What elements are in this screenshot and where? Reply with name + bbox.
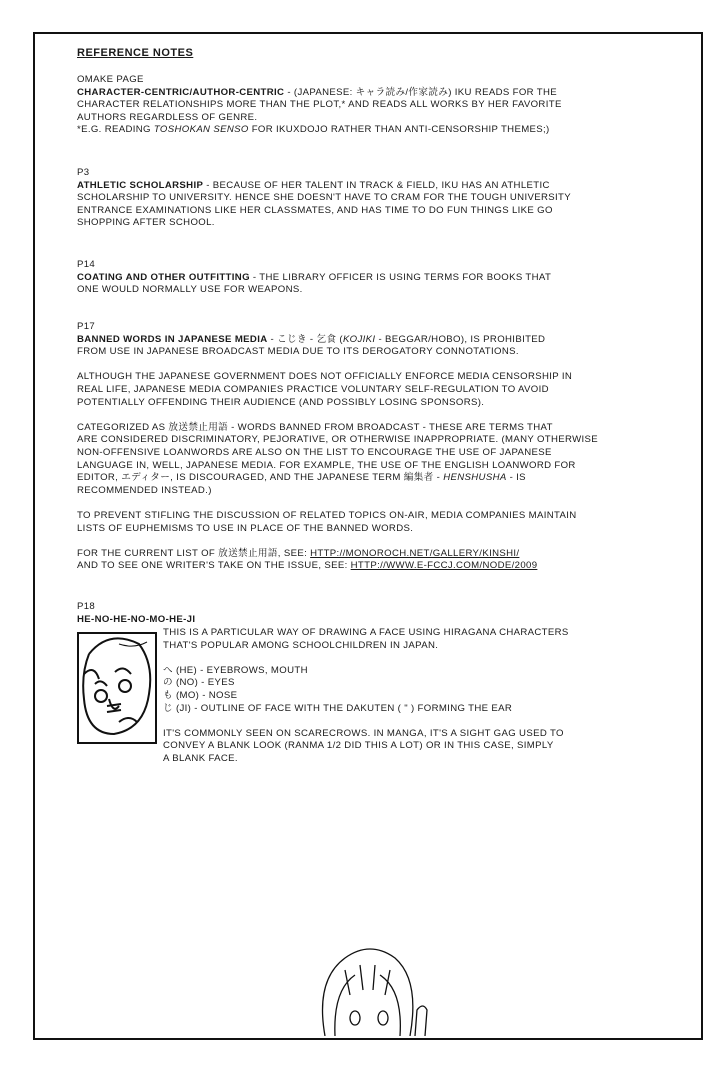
note-text: - (JAPANESE: キャラ読み/作家読み) IKU READS FOR THE	[284, 86, 558, 98]
note-p3	[77, 167, 571, 230]
note-text: SCHOLARSHIP TO UNIVERSITY. HENCE SHE DOESN'T HAVE TO CRAM FOR THE TOUGH UNIVERSITY	[77, 192, 571, 204]
footnote: *E.G. READING	[77, 124, 154, 136]
term-romaji: KOJIKI	[342, 333, 376, 345]
note-text: LANGUAGE IN, WELL, JAPANESE MEDIA. FOR EXAMPLE, THE USE OF THE ENGLISH LOANWORD FOR	[77, 459, 576, 471]
note-text: - IS	[506, 472, 526, 484]
footnote-title: TOSHOKAN SENSO	[153, 124, 249, 136]
note-p14	[77, 259, 551, 297]
fccj-link[interactable]: HTTP://WWW.E-FCCJ.COM/NODE/2009	[350, 560, 538, 572]
note-text: FOR THE CURRENT LIST OF 放送禁止用語, SEE:	[77, 547, 311, 559]
note-text: POTENTIALLY OFFENDING THEIR AUDIENCE (AND POSSIBLY LOSING SPONSORS).	[77, 396, 485, 408]
note-text: - THE LIBRARY OFFICER IS USING TERMS FOR BOOKS THAT	[249, 271, 552, 283]
list-item: も (MO) - NOSE	[163, 689, 238, 701]
note-text: - BECAUSE OF HER TALENT IN TRACK & FIELD, IKU HAS AN ATHLETIC	[203, 179, 550, 191]
note-text: ENTRANCE EXAMINATIONS LIKE HER CLASSMATES, AND HAS TIME TO DO FUN THINGS LIKE GO	[77, 204, 553, 216]
note-text: ARE CONSIDERED DISCRIMINATORY, PEJORATIVE, OR OTHERWISE INAPPROPRIATE. (MANY OTHERWISE	[77, 434, 599, 446]
note-text: - こじき - 乞食 (	[267, 333, 343, 345]
footnote: FOR IKUXDOJO RATHER THAN ANTI-CENSORSHIP THEMES;)	[248, 124, 550, 136]
note-text: LISTS OF EUPHEMISMS TO USE IN PLACE OF THE BANNED WORDS.	[77, 522, 414, 534]
note-text: AND TO SEE ONE WRITER'S TAKE ON THE ISSUE, SEE:	[77, 560, 351, 572]
note-term: BANNED WORDS IN JAPANESE MEDIA	[77, 333, 268, 345]
list-item: の (NO) - EYES	[163, 677, 235, 689]
note-text: ALTHOUGH THE JAPANESE GOVERNMENT DOES NOT OFFICIALLY ENFORCE MEDIA CENSORSHIP IN	[77, 371, 573, 383]
note-omake	[77, 74, 562, 137]
note-text: RECOMMENDED INSTEAD.)	[77, 484, 212, 496]
note-text: CONVEY A BLANK LOOK (RANMA 1/2 DID THIS A LOT) OR IN THIS CASE, SIMPLY	[163, 740, 554, 752]
note-term: ATHLETIC SCHOLARSHIP	[77, 179, 204, 191]
note-term: CHARACTER-CENTRIC/AUTHOR-CENTRIC	[77, 86, 285, 98]
note-text: EDITOR, エディター, IS DISCOURAGED, AND THE JAPANESE TERM 編集者 -	[77, 472, 444, 484]
note-p18	[77, 601, 195, 626]
girl-character-illustration	[305, 940, 435, 1036]
note-text: REAL LIFE, JAPANESE MEDIA COMPANIES PRACTICE VOLUNTARY SELF-REGULATION TO AVOID	[77, 383, 549, 395]
note-text: CATEGORIZED AS 放送禁止用語 - WORDS BANNED FROM BROADCAST - THESE ARE TERMS THAT	[77, 421, 553, 433]
note-p18-body	[163, 627, 569, 766]
list-item: へ (HE) - EYEBROWS, MOUTH	[163, 664, 308, 676]
note-text: TO PREVENT STIFLING THE DISCUSSION OF RELATED TOPICS ON-AIR, MEDIA COMPANIES MAINTAIN	[77, 509, 577, 521]
page-ref: P14	[77, 259, 96, 270]
note-text: NON-OFFENSIVE LOANWORDS ARE ALSO ON THE LIST TO ENCOURAGE THE USE OF JAPANESE	[77, 446, 552, 458]
page-ref: OMAKE PAGE	[77, 74, 144, 85]
list-item: じ (JI) - OUTLINE OF FACE WITH THE DAKUTEN ( " ) FORMING THE EAR	[163, 702, 513, 714]
kinshi-link[interactable]: HTTP://MONOROCH.NET/GALLERY/KINSHI/	[310, 547, 520, 559]
note-term: HE-NO-HE-NO-MO-HE-JI	[77, 613, 196, 625]
page-title: REFERENCE NOTES	[77, 47, 194, 59]
note-text: IT'S COMMONLY SEEN ON SCARECROWS. IN MANGA, IT'S A SIGHT GAG USED TO	[163, 727, 564, 739]
note-text: CHARACTER RELATIONSHIPS MORE THAN THE PLOT,* AND READS ALL WORKS BY HER FAVORITE	[77, 99, 562, 111]
note-text: - BEGGAR/HOBO), IS PROHIBITED	[375, 333, 546, 345]
note-text: AUTHORS REGARDLESS OF GENRE.	[77, 111, 258, 123]
note-text: THIS IS A PARTICULAR WAY OF DRAWING A FACE USING HIRAGANA CHARACTERS	[163, 627, 569, 638]
note-text: SHOPPING AFTER SCHOOL.	[77, 217, 215, 229]
note-text: THAT'S POPULAR AMONG SCHOOLCHILDREN IN JAPAN.	[163, 639, 439, 651]
note-text: ONE WOULD NORMALLY USE FOR WEAPONS.	[77, 284, 303, 296]
term-romaji: HENSHUSHA	[443, 472, 507, 484]
page-ref: P18	[77, 601, 96, 612]
page-ref: P17	[77, 321, 96, 332]
note-text: FROM USE IN JAPANESE BROADCAST MEDIA DUE TO ITS DEROGATORY CONNOTATIONS.	[77, 346, 519, 358]
page-ref: P3	[77, 167, 90, 178]
note-text: A BLANK FACE.	[163, 752, 238, 764]
note-term: COATING AND OTHER OUTFITTING	[77, 271, 250, 283]
henohenomoheji-face-illustration	[77, 632, 157, 744]
note-p17	[77, 321, 598, 573]
